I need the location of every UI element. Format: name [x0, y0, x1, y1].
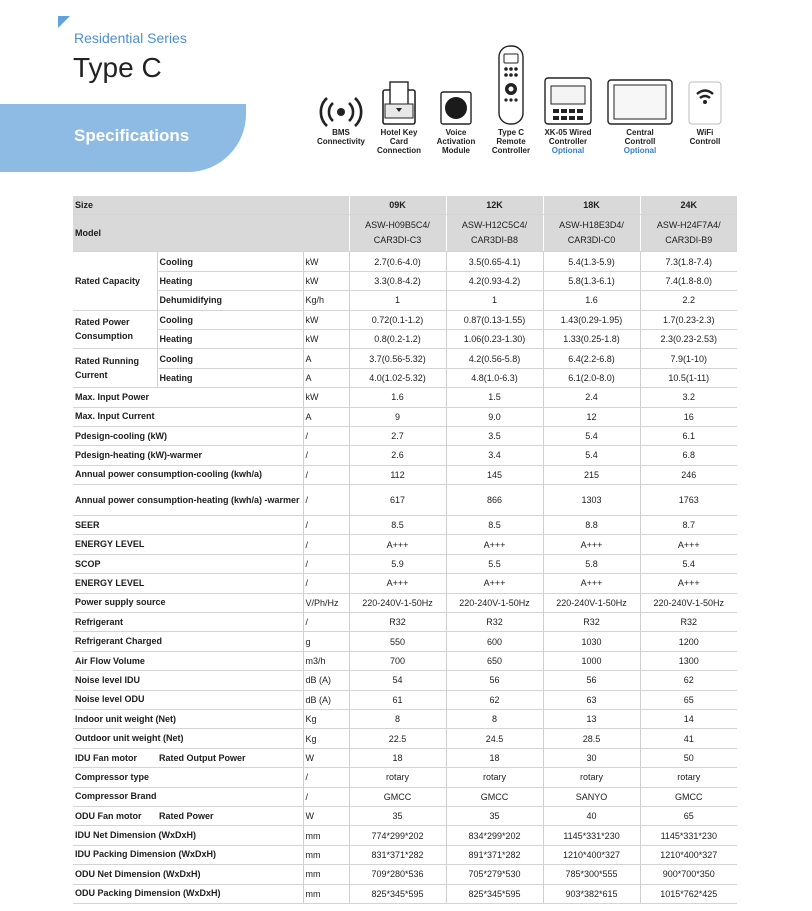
value-cell: 8.7	[640, 516, 737, 535]
value-cell: 2.6	[349, 446, 446, 465]
group-label: Rated Power Consumption	[73, 310, 157, 349]
value-cell: 1145*331*230	[543, 826, 640, 845]
unit-cell: kW	[303, 252, 349, 271]
feature-label: Central Controll	[624, 128, 656, 146]
value-cell: A+++	[349, 535, 446, 554]
value-cell: 831*371*282	[349, 845, 446, 864]
value-cell: 6.1	[640, 426, 737, 445]
table-row	[73, 632, 737, 651]
feature-wifi	[670, 42, 740, 146]
value-cell: 220-240V-1-50Hz	[446, 593, 543, 612]
model-label: Model	[73, 215, 349, 252]
value-cell: 705*279*530	[446, 865, 543, 884]
row-label: Compressor Brand	[73, 787, 303, 806]
row-label: Indoor unit weight (Net)	[73, 709, 303, 728]
sub-label: Cooling	[157, 349, 303, 368]
value-cell: 825*345*595	[349, 884, 446, 903]
value-cell: 41	[640, 729, 737, 748]
value-cell: 700	[349, 651, 446, 670]
value-cell: 1000	[543, 651, 640, 670]
unit-cell: V/Ph/Hz	[303, 593, 349, 612]
model-line: CAR3DI-C0	[567, 235, 616, 246]
value-cell: 3.4	[446, 446, 543, 465]
value-cell: 5.4(1.3-5.9)	[543, 252, 640, 271]
value-cell: rotary	[446, 768, 543, 787]
size-cell: 12K	[446, 196, 543, 215]
unit-cell: W	[303, 748, 349, 767]
unit-cell: mm	[303, 826, 349, 845]
table-row	[73, 884, 737, 903]
table-row	[73, 845, 737, 864]
value-cell: 5.8(1.3-6.1)	[543, 271, 640, 290]
value-cell: 65	[640, 806, 737, 825]
value-cell: 903*382*615	[543, 884, 640, 903]
value-cell: A+++	[640, 535, 737, 554]
feature-label: Type C Remote Controller	[491, 128, 531, 155]
value-cell: R32	[446, 613, 543, 632]
value-cell: 54	[349, 671, 446, 690]
row-label: Pdesign-cooling (kW)	[73, 426, 303, 445]
value-cell: 145	[446, 465, 543, 484]
size-header-row	[73, 196, 737, 215]
value-cell: 35	[446, 806, 543, 825]
unit-cell: Kg	[303, 709, 349, 728]
row-label: Refrigerant Charged	[73, 632, 303, 651]
feature-label: XK-05 Wired Controller	[544, 128, 592, 146]
table-row	[73, 554, 737, 573]
row-label: Max. Input Power	[73, 388, 303, 407]
table-row	[73, 709, 737, 728]
table-row	[73, 465, 737, 484]
value-cell: 2.4	[543, 388, 640, 407]
value-cell: GMCC	[640, 787, 737, 806]
optional-tag: Optional	[551, 146, 585, 155]
value-cell: 0.8(0.2-1.2)	[349, 329, 446, 348]
value-cell: 56	[543, 671, 640, 690]
value-cell: 30	[543, 748, 640, 767]
row-label: SCOP	[73, 554, 303, 573]
unit-cell: /	[303, 613, 349, 632]
corner-accent	[58, 16, 70, 28]
value-cell: 9	[349, 407, 446, 426]
size-cell: 09K	[349, 196, 446, 215]
row-label: Noise level ODU	[73, 690, 303, 709]
model-line: CAR3DI-B9	[665, 235, 713, 246]
value-cell: 1.6	[349, 388, 446, 407]
value-cell: 5.5	[446, 554, 543, 573]
feature-wired-controller	[533, 42, 603, 156]
value-cell: 10.5(1-11)	[640, 368, 737, 387]
value-cell: 834*299*202	[446, 826, 543, 845]
row-label: Power supply source	[73, 593, 303, 612]
sub-label: Dehumidifying	[157, 291, 303, 310]
value-cell: 40	[543, 806, 640, 825]
value-cell: 3.7(0.56-5.32)	[349, 349, 446, 368]
unit-cell: kW	[303, 329, 349, 348]
table-row	[73, 516, 737, 535]
value-cell: SANYO	[543, 787, 640, 806]
model-cell	[446, 215, 543, 252]
table-row	[73, 574, 737, 593]
row-label: ODU Net Dimension (WxDxH)	[73, 865, 303, 884]
model-cell	[640, 215, 737, 252]
value-cell: 8	[349, 709, 446, 728]
value-cell: 13	[543, 709, 640, 728]
value-cell: 900*700*350	[640, 865, 737, 884]
unit-cell: /	[303, 516, 349, 535]
value-cell: 8.5	[349, 516, 446, 535]
value-cell: 3.5(0.65-4.1)	[446, 252, 543, 271]
unit-cell: /	[303, 574, 349, 593]
value-cell: 2.2	[640, 291, 737, 310]
value-cell: 5.8	[543, 554, 640, 573]
feature-label: BMS Connectivity	[316, 128, 365, 146]
unit-cell: /	[303, 446, 349, 465]
value-cell: 1.5	[446, 388, 543, 407]
series-title: Residential Series	[74, 30, 187, 46]
row-label: SEER	[73, 516, 303, 535]
table-row	[73, 388, 737, 407]
value-cell: 1.33(0.25-1.8)	[543, 329, 640, 348]
unit-cell: dB (A)	[303, 671, 349, 690]
unit-cell: /	[303, 787, 349, 806]
value-cell: 785*300*555	[543, 865, 640, 884]
model-line: ASW-H18E3D4/	[559, 220, 624, 231]
table-row	[73, 446, 737, 465]
value-cell: 22.5	[349, 729, 446, 748]
value-cell: 7.4(1.8-8.0)	[640, 271, 737, 290]
value-cell: 9.0	[446, 407, 543, 426]
table-row	[73, 806, 737, 825]
row-label: ENERGY LEVEL	[73, 535, 303, 554]
value-cell: 1.06(0.23-1.30)	[446, 329, 543, 348]
value-cell: 1210*400*327	[543, 845, 640, 864]
value-cell: 24.5	[446, 729, 543, 748]
value-cell: 0.87(0.13-1.55)	[446, 310, 543, 329]
value-cell: 18	[446, 748, 543, 767]
unit-cell: mm	[303, 845, 349, 864]
row-label: Max. Input Current	[73, 407, 303, 426]
table-row	[73, 768, 737, 787]
value-cell: 50	[640, 748, 737, 767]
group-label: Rated Running Current	[73, 349, 157, 388]
value-cell: 6.1(2.0-8.0)	[543, 368, 640, 387]
value-cell: rotary	[543, 768, 640, 787]
row-label: Outdoor unit weight (Net)	[73, 729, 303, 748]
unit-cell: W	[303, 806, 349, 825]
value-cell: R32	[640, 613, 737, 632]
row-label: IDU Fan motor	[73, 748, 157, 767]
value-cell: 14	[640, 709, 737, 728]
optional-tag: Optional	[623, 146, 657, 155]
value-cell: 61	[349, 690, 446, 709]
value-cell: 220-240V-1-50Hz	[543, 593, 640, 612]
value-cell: 3.3(0.8-4.2)	[349, 271, 446, 290]
value-cell: 3.5	[446, 426, 543, 445]
value-cell: 709*280*536	[349, 865, 446, 884]
value-cell: 215	[543, 465, 640, 484]
value-cell: A+++	[640, 574, 737, 593]
table-row	[73, 690, 737, 709]
value-cell: 550	[349, 632, 446, 651]
value-cell: A+++	[543, 535, 640, 554]
model-cell	[349, 215, 446, 252]
sub-label: Heating	[157, 271, 303, 290]
value-cell: 5.4	[543, 446, 640, 465]
feature-icons	[306, 42, 746, 172]
model-line: CAR3DI-B8	[471, 235, 519, 246]
table-row	[73, 787, 737, 806]
value-cell: 2.7(0.6-4.0)	[349, 252, 446, 271]
table-row	[73, 613, 737, 632]
value-cell: 62	[640, 671, 737, 690]
unit-cell: /	[303, 485, 349, 516]
group-label: Rated Capacity	[73, 252, 157, 310]
feature-label: Hotel Key Card Connection	[377, 128, 421, 155]
sub-label: Rated Power	[157, 806, 303, 825]
unit-cell: m3/h	[303, 651, 349, 670]
model-header-row	[73, 215, 737, 252]
value-cell: 600	[446, 632, 543, 651]
value-cell: 1015*762*425	[640, 884, 737, 903]
value-cell: 4.8(1.0-6.3)	[446, 368, 543, 387]
row-label: Noise level IDU	[73, 671, 303, 690]
sub-label: Heating	[157, 329, 303, 348]
unit-cell: g	[303, 632, 349, 651]
table-row	[73, 485, 737, 516]
value-cell: A+++	[349, 574, 446, 593]
table-row	[73, 368, 737, 387]
value-cell: 5.9	[349, 554, 446, 573]
sub-label: Cooling	[157, 310, 303, 329]
table-row	[73, 748, 737, 767]
value-cell: 1300	[640, 651, 737, 670]
value-cell: 0.72(0.1-1.2)	[349, 310, 446, 329]
value-cell: 5.4	[640, 554, 737, 573]
value-cell: 6.8	[640, 446, 737, 465]
table-row	[73, 252, 737, 271]
value-cell: 56	[446, 671, 543, 690]
value-cell: A+++	[446, 574, 543, 593]
unit-cell: A	[303, 349, 349, 368]
unit-cell: kW	[303, 271, 349, 290]
product-type-title: Type C	[73, 52, 162, 83]
value-cell: A+++	[446, 535, 543, 554]
value-cell: 112	[349, 465, 446, 484]
model-line: CAR3DI-C3	[373, 235, 422, 246]
value-cell: 5.4	[543, 426, 640, 445]
model-line: ASW-H09B5C4/	[365, 220, 430, 231]
value-cell: 4.0(1.02-5.32)	[349, 368, 446, 387]
value-cell: 65	[640, 690, 737, 709]
value-cell: 1145*331*230	[640, 826, 737, 845]
row-label: IDU Net Dimension (WxDxH)	[73, 826, 303, 845]
value-cell: 3.2	[640, 388, 737, 407]
table-row	[73, 826, 737, 845]
value-cell: 617	[349, 485, 446, 516]
feature-label: Voice Activation Module	[436, 128, 476, 155]
model-cell	[543, 215, 640, 252]
table-row	[73, 535, 737, 554]
value-cell: 62	[446, 690, 543, 709]
value-cell: 12	[543, 407, 640, 426]
sub-label: Cooling	[157, 252, 303, 271]
value-cell: A+++	[543, 574, 640, 593]
value-cell: 2.7	[349, 426, 446, 445]
table-row	[73, 271, 737, 290]
row-label: IDU Packing Dimension (WxDxH)	[73, 845, 303, 864]
table-row	[73, 865, 737, 884]
table-row	[73, 349, 737, 368]
value-cell: 1.6	[543, 291, 640, 310]
unit-cell: A	[303, 407, 349, 426]
row-label: ODU Packing Dimension (WxDxH)	[73, 884, 303, 903]
value-cell: 8	[446, 709, 543, 728]
value-cell: 1303	[543, 485, 640, 516]
unit-cell: /	[303, 535, 349, 554]
unit-cell: /	[303, 465, 349, 484]
model-line: ASW-H24F7A4/	[656, 220, 721, 231]
value-cell: 8.8	[543, 516, 640, 535]
unit-cell: /	[303, 426, 349, 445]
sub-label: Rated Output Power	[157, 748, 303, 767]
model-line: ASW-H12C5C4/	[461, 220, 528, 231]
unit-cell: Kg	[303, 729, 349, 748]
row-label: Annual power consumption-cooling (kwh/a)	[73, 465, 303, 484]
value-cell: 866	[446, 485, 543, 516]
unit-cell: /	[303, 554, 349, 573]
row-label: Annual power consumption-heating (kwh/a) -warmer	[73, 485, 303, 516]
row-label: Refrigerant	[73, 613, 303, 632]
value-cell: 2.3(0.23-2.53)	[640, 329, 737, 348]
value-cell: 1.43(0.29-1.95)	[543, 310, 640, 329]
table-row	[73, 407, 737, 426]
table-row	[73, 426, 737, 445]
value-cell: 774*299*202	[349, 826, 446, 845]
table-row	[73, 291, 737, 310]
value-cell: 1	[446, 291, 543, 310]
value-cell: 1.7(0.23-2.3)	[640, 310, 737, 329]
size-cell: 18K	[543, 196, 640, 215]
value-cell: 7.3(1.8-7.4)	[640, 252, 737, 271]
table-row	[73, 651, 737, 670]
row-label: ODU Fan motor	[73, 806, 157, 825]
value-cell: rotary	[640, 768, 737, 787]
value-cell: 4.2(0.56-5.8)	[446, 349, 543, 368]
central-control-icon	[605, 42, 675, 128]
value-cell: 63	[543, 690, 640, 709]
unit-cell: Kg/h	[303, 291, 349, 310]
value-cell: 6.4(2.2-6.8)	[543, 349, 640, 368]
unit-cell: mm	[303, 884, 349, 903]
unit-cell: kW	[303, 310, 349, 329]
table-row	[73, 671, 737, 690]
table-row	[73, 310, 737, 329]
value-cell: GMCC	[446, 787, 543, 806]
value-cell: R32	[349, 613, 446, 632]
value-cell: 1210*400*327	[640, 845, 737, 864]
sub-label: Heating	[157, 368, 303, 387]
value-cell: 1200	[640, 632, 737, 651]
value-cell: 825*345*595	[446, 884, 543, 903]
value-cell: 1	[349, 291, 446, 310]
value-cell: 1030	[543, 632, 640, 651]
value-cell: GMCC	[349, 787, 446, 806]
value-cell: 220-240V-1-50Hz	[349, 593, 446, 612]
value-cell: 650	[446, 651, 543, 670]
row-label: Pdesign-heating (kW)-warmer	[73, 446, 303, 465]
value-cell: 8.5	[446, 516, 543, 535]
feature-label: WiFi Controll	[689, 128, 721, 146]
value-cell: rotary	[349, 768, 446, 787]
value-cell: 1763	[640, 485, 737, 516]
table-row	[73, 329, 737, 348]
feature-central-control	[605, 42, 675, 156]
value-cell: 7.9(1-10)	[640, 349, 737, 368]
value-cell: 28.5	[543, 729, 640, 748]
table-row	[73, 593, 737, 612]
size-label: Size	[73, 196, 349, 215]
wired-controller-icon	[533, 42, 603, 128]
specifications-table	[73, 196, 737, 904]
wifi-icon	[670, 42, 740, 128]
unit-cell: A	[303, 368, 349, 387]
value-cell: 16	[640, 407, 737, 426]
unit-cell: /	[303, 768, 349, 787]
row-label: Compressor type	[73, 768, 303, 787]
specifications-heading: Specifications	[74, 126, 190, 145]
row-label: Air Flow Volume	[73, 651, 303, 670]
value-cell: 18	[349, 748, 446, 767]
unit-cell: kW	[303, 388, 349, 407]
value-cell: 35	[349, 806, 446, 825]
size-cell: 24K	[640, 196, 737, 215]
table-row	[73, 729, 737, 748]
unit-cell: dB (A)	[303, 690, 349, 709]
value-cell: R32	[543, 613, 640, 632]
value-cell: 4.2(0.93-4.2)	[446, 271, 543, 290]
value-cell: 246	[640, 465, 737, 484]
unit-cell: mm	[303, 865, 349, 884]
value-cell: 220-240V-1-50Hz	[640, 593, 737, 612]
value-cell: 891*371*282	[446, 845, 543, 864]
row-label: ENERGY LEVEL	[73, 574, 303, 593]
